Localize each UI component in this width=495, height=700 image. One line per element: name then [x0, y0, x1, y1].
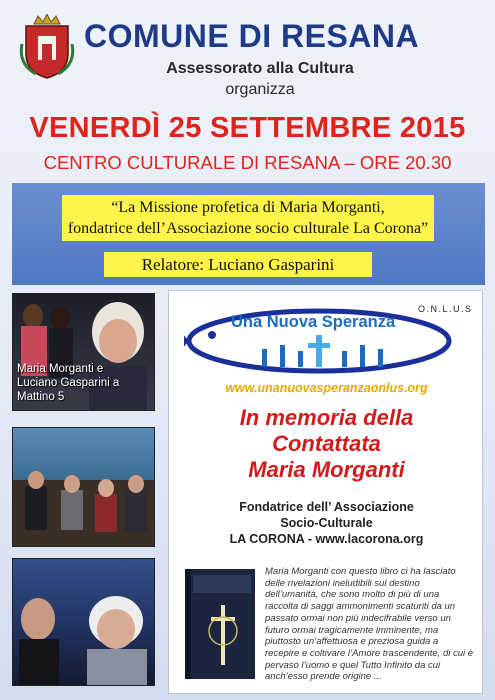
talk-title-line2: fondatrice dell’Associazione socio culturale La Corona” — [67, 220, 429, 237]
memorial-heading-line3: Maria Morganti — [248, 457, 405, 482]
tv-photo-closeup — [12, 558, 155, 686]
photo-studio-image — [13, 428, 155, 547]
association-flyer — [168, 290, 483, 694]
department-subtitle: Assessorato alla Cultura — [166, 60, 354, 77]
photo-caption — [17, 362, 119, 404]
speaker-box: Relatore: Luciano Gasparini — [104, 252, 372, 277]
photo-caption-line3: Mattino 5 — [17, 391, 65, 403]
association-name: Una Nuova Speranza — [231, 313, 396, 331]
founder-info — [169, 499, 484, 547]
founder-info-line1: Fondatrice dell’ Associazione — [239, 500, 414, 514]
book-description: Maria Morganti con questo libro ci ha lasciato delle rivelazioni ineludibili sul destino dell’umanità, che sono molto di più di una raccolta di saggi ammonimenti scaturiti da un passato ormai non più indecifrabile verso un futuro ormai tragicamente imminente, ma piuttosto un’affettuosa e preziosa guida a recepire e coltivare l’Amore trascendente, di cui è pervaso l’uomo e quel Tutto Infinito da cui anch’esso prende origine ... — [265, 566, 474, 683]
founder-info-line3: LA CORONA - www.lacorona.org — [229, 532, 424, 546]
municipality-title: COMUNE DI RESANA — [84, 18, 420, 54]
onlus-label: O.N.L.U.S — [418, 304, 473, 314]
event-place-time: CENTRO CULTURALE DI RESANA – ORE 20.30 — [43, 152, 452, 173]
memorial-heading-line2: Contattata — [272, 431, 381, 456]
book-cover-image — [185, 569, 255, 679]
coat-of-arms-icon — [18, 14, 76, 80]
organizes-label: organizza — [225, 81, 295, 98]
photo-caption-line2: Luciano Gasparini a — [17, 377, 120, 389]
talk-title-box — [62, 195, 434, 241]
founder-info-line2: Socio-Culturale — [280, 516, 373, 530]
photo-closeup-image — [13, 559, 155, 686]
tv-photo-interview — [12, 293, 155, 411]
photo-caption-line1: Maria Morganti e — [17, 363, 104, 375]
event-date: VENERDÌ 25 SETTEMBRE 2015 — [29, 112, 466, 144]
association-url: www.unanuovasperanzaonlus.org — [225, 381, 428, 395]
memorial-heading — [169, 405, 484, 483]
talk-title-line1: “La Missione profetica di Maria Morganti, — [111, 199, 385, 216]
tv-photo-studio — [12, 427, 155, 547]
memorial-heading-line1: In memoria della — [239, 405, 414, 430]
